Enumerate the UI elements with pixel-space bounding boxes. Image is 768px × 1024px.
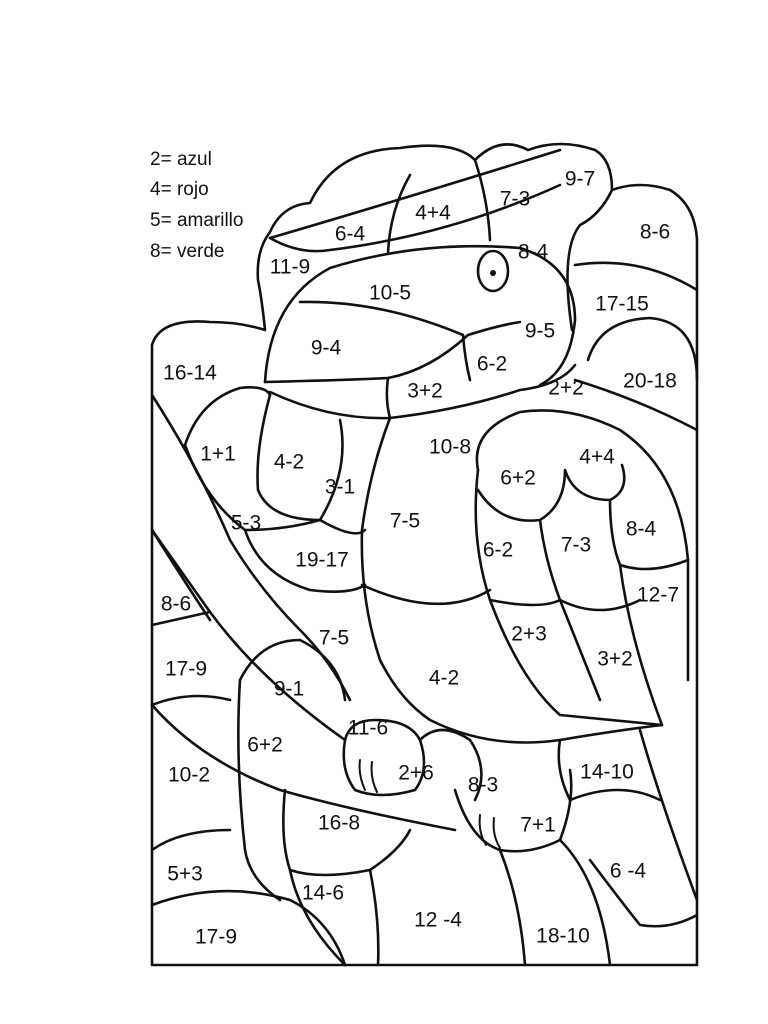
legend-item-3: 5= amarillo (150, 210, 244, 232)
region-label: 17-9 (164, 657, 208, 681)
region-label: 4-2 (428, 666, 460, 690)
region-label: 4+4 (579, 445, 615, 469)
region-label: 6-2 (482, 538, 514, 562)
region-label: 8-6 (639, 220, 671, 244)
region-label: 3+2 (407, 379, 443, 403)
region-label: 6 -4 (609, 859, 647, 883)
region-label: 10-5 (368, 281, 412, 305)
legend-item-4: 8= verde (150, 241, 225, 263)
region-label: 4-2 (273, 450, 305, 474)
region-label: 4+4 (415, 201, 451, 225)
region-label: 9-1 (273, 677, 305, 701)
region-label: 9-7 (564, 167, 596, 191)
region-label: 17-15 (595, 292, 649, 316)
region-label: 7-5 (389, 509, 421, 533)
region-label: 14-6 (301, 881, 345, 905)
region-label: 6-4 (334, 222, 366, 246)
region-label: 17-9 (194, 925, 238, 949)
region-label: 12-7 (636, 583, 680, 607)
region-label: 16-14 (163, 361, 217, 385)
region-label: 6-2 (476, 352, 508, 376)
region-label: 7-5 (318, 626, 350, 650)
region-label: 8-3 (467, 773, 499, 797)
region-label: 3-1 (324, 475, 356, 499)
region-label: 2+2 (548, 376, 584, 400)
region-label: 12 -4 (414, 908, 462, 932)
region-label: 5+3 (167, 862, 203, 886)
region-label: 19-17 (295, 548, 349, 572)
color-legend (150, 149, 243, 262)
region-label: 3+2 (597, 647, 633, 671)
region-label: 10-2 (167, 763, 211, 787)
region-label: 14-10 (580, 760, 634, 784)
legend-item-2: 4= rojo (150, 179, 209, 201)
region-label: 11-6 (347, 716, 389, 740)
region-label: 10-8 (428, 435, 472, 459)
region-label: 6+2 (247, 733, 283, 757)
region-label: 11-9 (269, 255, 311, 279)
region-label: 9-5 (524, 319, 556, 343)
region-label: 18-10 (536, 924, 590, 948)
region-label: 6+2 (500, 466, 536, 490)
eye-pupil (490, 270, 496, 276)
region-label: 7-3 (499, 187, 531, 211)
region-label: 1+1 (200, 442, 236, 466)
region-label: 7+1 (520, 813, 556, 837)
region-label: 20-18 (623, 369, 677, 393)
region-label: 2+6 (398, 761, 434, 785)
region-label: 8-4 (625, 517, 657, 541)
region-label: 16-8 (317, 811, 361, 835)
region-label: 8-6 (160, 592, 192, 616)
region-label: 7-3 (560, 533, 592, 557)
region-label: 9-4 (310, 336, 342, 360)
region-label: 8-4 (517, 240, 549, 264)
legend-item-1: 2= azul (150, 149, 212, 171)
region-label: 2+3 (511, 622, 547, 646)
region-label: 5-3 (230, 511, 262, 535)
